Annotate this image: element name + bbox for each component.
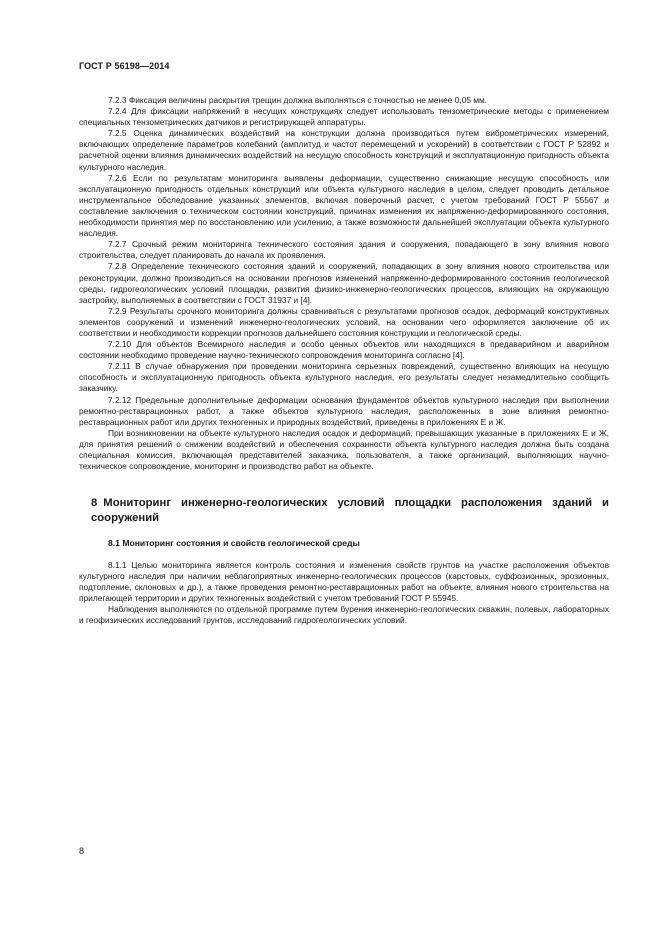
paragraph-7-2-3: 7.2.3 Фиксация величины раскрытия трещин должна выполняться с точностью не менее 0,05 мм. <box>108 95 488 105</box>
paragraph-7-2-12: 7.2.12 Предельные дополнительные деформации основания фундаментов объектов культурного наследия при выполнении ремонтно-реставрационных работ, а также объектов культурного наследия, расположенных в зоне влияния ремонтно-реставрационных работ или других техногенных и природных воздействий, приведены в приложениях Е и Ж. <box>79 394 609 427</box>
body-text <box>79 95 609 626</box>
section-title: Мониторинг инженерно-геологических условий площадки расположения зданий и сооружений <box>91 497 609 525</box>
page-number: 8 <box>79 846 85 856</box>
paragraph-7-2-7: 7.2.7 Срочный режим мониторинга технического состояния здания и сооружения, попадающего в зону влияния нового строительства, следует планировать до начала их проявления. <box>79 239 609 261</box>
paragraph-7-2-9: 7.2.9 Результаты срочного мониторинга должны сравниваться с результатами прогнозов осадок, деформаций конструктивных элементов сооружений и изменений инженерно-геологических условий, на основании чего оформляется заключение об их соответствии и необходимости коррекции прогнозов дальнейшего состояния конструкции и геологической среды. <box>79 305 609 338</box>
paragraph-7-2-5: 7.2.5 Оценка динамических воздействий на конструкции должна производиться путем виброметрических измерений, включающих определение параметров колебаний (амплитуд и частот перемещений и ускорений) в соответствии с ГОСТ Р 52892 и расчетной оценки влияния динамических воздействий на несущую способность конструкций и эксплуатационную пригодность объекта культурного наследия. <box>79 128 609 172</box>
section-heading <box>79 496 609 526</box>
subsection-heading: 8.1 Мониторинг состояния и свойств геологической среды <box>108 537 360 548</box>
paragraph-8-1-1: 8.1.1 Целью мониторинга является контроль состояния и изменения свойств грунтов на участке расположения объектов культурного наследия при наличии неблагоприятных инженерно-геологических процессов (карстовых, суффозионных, эрозионных, подтопление, склоновых и др.), а также проведения ремонтно-реставрационных работ на объекте, влияния нового строительства на прилегающей территории и других техногенных воздействий с учетом требований ГОСТ Р 55945. <box>79 559 609 603</box>
paragraph-7-2-8: 7.2.8 Определение технического состояния зданий и сооружений, попадающих в зону влияния нового строительства или реконструкции, должно производиться на основании прогнозов изменений напряженно-деформированного состояния геологической среды, гидрогеологических условий площадки, развития физико-инженерно-геологических процессов, влияющих на окружающую застройку, выполняемых в соответствии с ГОСТ 31937 и [4]. <box>79 261 609 305</box>
paragraph-observations: Наблюдения выполняются по отдельной программе путем бурения инженерно-геологических скважин, полевых, лабораторных и геофизических исследований грунтов, исследований гидрогеологических условий. <box>79 603 609 626</box>
paragraph-7-2-10: 7.2.10 Для объектов Всемирного наследия и особо ценных объектов или находящихся в предаварийном и аварийном состоянии необходимо проведение научно-технического сопровождения мониторинга согласно [4]. <box>79 339 609 361</box>
paragraph-7-2-11: 7.2.11 В случае обнаружения при проведении мониторинга серьезных повреждений, существенно влияющих на несущую способность и эксплуатационную пригодность объекта культурного наследия, его результаты следует незамедлительно сообщить заказчику. <box>79 361 609 394</box>
paragraph-commission: При возникновении на объекте культурного наследия осадок и деформаций, превышающих указанные в приложениях Е и Ж, для принятия решений о снижении воздействий и обеспечения сохранности объекта культурного наследия должна быть создана специальная комиссия, включающая представителей заказчика, пользователя, а также организаций, выполняющих научно-техническое сопровождение, мониторинг и производство работ на объекте. <box>79 427 609 472</box>
paragraph-7-2-4: 7.2.4 Для фиксации напряжений в несущих конструкциях следует использовать тензометрические методы с применением специальных тензометрических датчиков и регистрирующей аппаратуры. <box>79 106 609 128</box>
standard-code-header: ГОСТ Р 56198—2014 <box>79 61 170 71</box>
section-number: 8 <box>91 497 98 510</box>
paragraph-7-2-6: 7.2.6 Если по результатам мониторинга выявлены деформации, существенно снижающие несущую способность или эксплуатационную пригодность отдельных конструкций или объекта культурного наследия в целом, следует проводить детальное инструментальное обследование указанных элементов, включая поверочный расчет, с учетом требований ГОСТ Р 55567 и составление заключения о техническом состоянии конструкций, причинах изменения их напряженно-деформированного состояния, необходимости принятия мер по восстановлению или усилению, а также возможности дальнейшей эксплуатации объекта культурного наследия. <box>79 172 609 239</box>
